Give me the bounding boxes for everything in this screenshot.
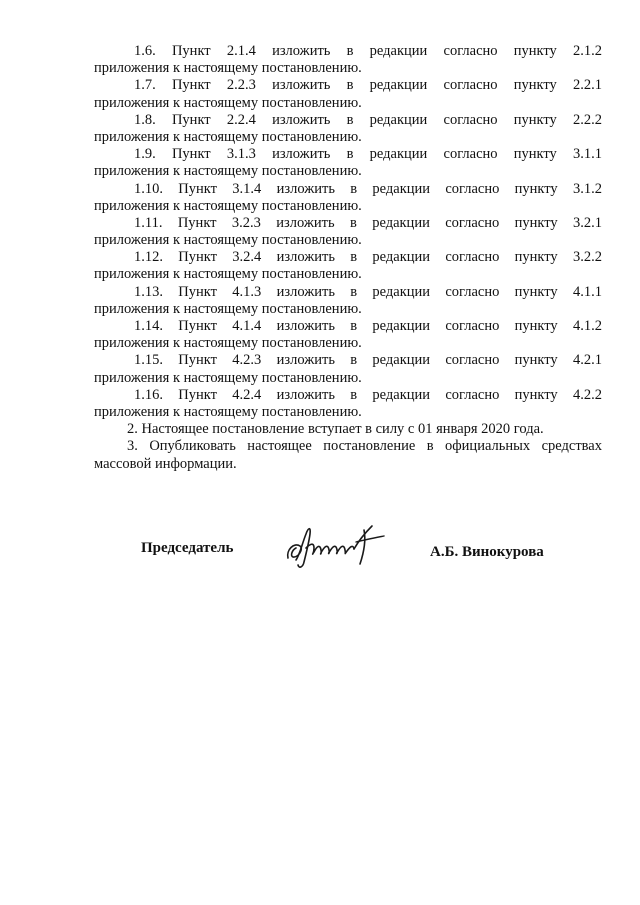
handwritten-signature — [284, 520, 394, 572]
paragraph-2 — [94, 421, 602, 438]
amendment-item-1-14 — [94, 318, 602, 352]
signatory-title: Председатель — [141, 540, 234, 556]
amendment-line-continued: приложения к настоящему постановлению. — [94, 335, 362, 352]
amendment-line-continued: приложения к настоящему постановлению. — [94, 300, 362, 317]
amendment-line: 1.16. Пункт 4.2.4 изложить в редакции согласно пункту 4.2.2 — [134, 386, 602, 403]
amendment-line: 1.9. Пункт 3.1.3 изложить в редакции согласно пункту 3.1.1 — [134, 146, 602, 163]
amendment-line-continued: приложения к настоящему постановлению. — [94, 163, 362, 180]
amendment-line-continued: приложения к настоящему постановлению. — [94, 266, 362, 283]
amendment-line: 1.8. Пункт 2.2.4 изложить в редакции согласно пункту 2.2.2 — [134, 111, 602, 128]
amendment-line: 1.6. Пункт 2.1.4 изложить в редакции согласно пункту 2.1.2 — [134, 43, 602, 59]
amendment-line: 1.14. Пункт 4.1.4 изложить в редакции согласно пункту 4.1.2 — [134, 318, 602, 334]
signature-block — [0, 520, 640, 580]
amendment-line-continued: приложения к настоящему постановлению. — [94, 403, 362, 420]
amendments-text — [94, 43, 602, 473]
amendment-line: 1.7. Пункт 2.2.3 изложить в редакции согласно пункту 2.2.1 — [134, 77, 602, 94]
amendment-line-continued: приложения к настоящему постановлению. — [94, 94, 362, 111]
amendment-item-1-9 — [94, 146, 602, 180]
amendment-line: 1.11. Пункт 3.2.3 изложить в редакции согласно пункту 3.2.1 — [134, 214, 602, 231]
publication-line: 3. Опубликовать настоящее постановление в официальных средствах — [127, 438, 602, 455]
amendment-line: 1.10. Пункт 3.1.4 изложить в редакции согласно пункту 3.1.2 — [134, 180, 602, 197]
amendment-item-1-6 — [94, 43, 602, 77]
signatory-name: А.Б. Винокурова — [430, 544, 544, 560]
amendment-line-continued: приложения к настоящему постановлению. — [94, 369, 362, 386]
amendment-line-continued: приложения к настоящему постановлению. — [94, 60, 362, 77]
amendment-line: 1.13. Пункт 4.1.3 изложить в редакции согласно пункту 4.1.1 — [134, 283, 602, 300]
amendment-item-1-7 — [94, 77, 602, 111]
amendment-line-continued: приложения к настоящему постановлению. — [94, 128, 362, 145]
amendment-item-1-13 — [94, 284, 602, 318]
publication-line-continued: массовой информации. — [94, 455, 237, 472]
amendment-item-1-8 — [94, 112, 602, 146]
amendment-line: 1.12. Пункт 3.2.4 изложить в редакции согласно пункту 3.2.2 — [134, 249, 602, 266]
paragraph-3 — [94, 438, 602, 472]
amendment-item-1-16 — [94, 387, 602, 421]
effective-date-line: 2. Настоящее постановление вступает в силу с 01 января 2020 года. — [127, 421, 544, 438]
amendment-item-1-15 — [94, 352, 602, 386]
amendment-item-1-12 — [94, 249, 602, 283]
amendment-line: 1.15. Пункт 4.2.3 изложить в редакции согласно пункту 4.2.1 — [134, 352, 602, 369]
amendment-item-1-11 — [94, 215, 602, 249]
amendment-line-continued: приложения к настоящему постановлению. — [94, 232, 362, 249]
amendment-line-continued: приложения к настоящему постановлению. — [94, 197, 362, 214]
amendment-item-1-10 — [94, 181, 602, 215]
